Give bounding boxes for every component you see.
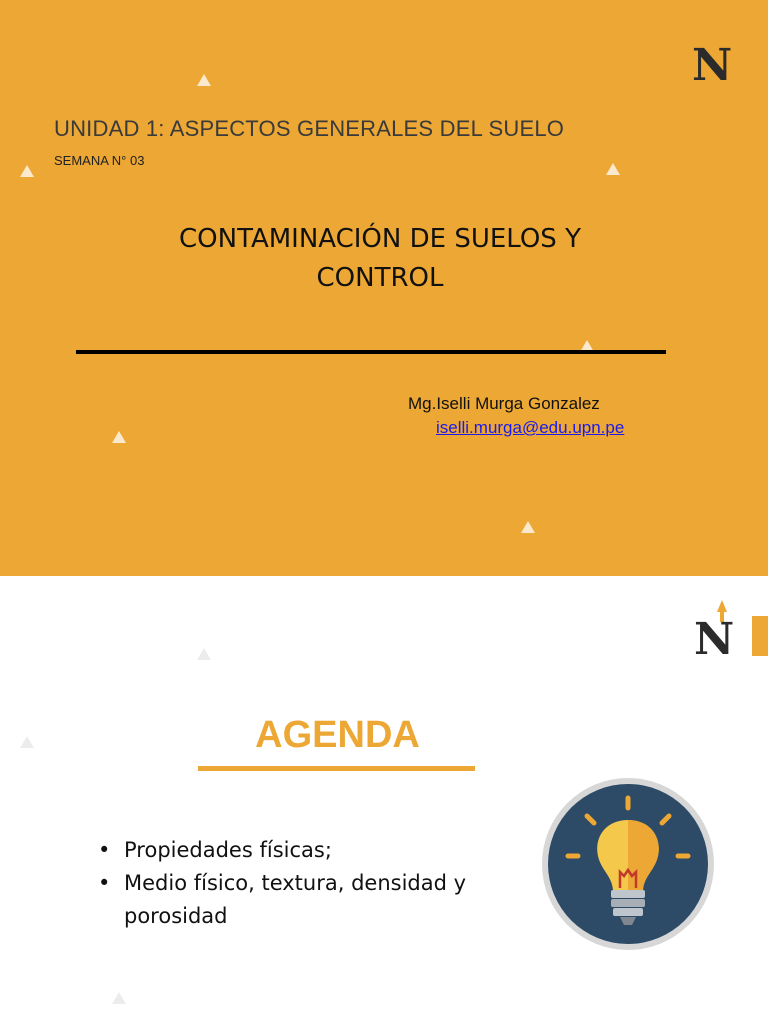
accent-tab: [752, 616, 768, 656]
triangle-decoration: [20, 736, 34, 748]
triangle-decoration: [112, 992, 126, 1004]
agenda-slide: [0, 576, 768, 1024]
agenda-heading: AGENDA: [255, 714, 420, 756]
university-logo: [690, 598, 736, 660]
author-email-link[interactable]: iselli.murga@edu.upn.pe: [436, 418, 625, 437]
triangle-decoration: [20, 165, 34, 177]
agenda-list: [98, 834, 528, 933]
triangle-decoration: [197, 74, 211, 86]
agenda-underline: [198, 766, 475, 771]
agenda-item: • Propiedades físicas;: [98, 834, 528, 867]
title-divider: [76, 350, 666, 354]
triangle-decoration: [197, 648, 211, 660]
triangle-decoration: [606, 163, 620, 175]
university-logo: [688, 24, 734, 86]
author-name: Mg.Iselli Murga Gonzalez: [408, 394, 600, 413]
presentation-title: [100, 220, 660, 298]
week-label: SEMANA N° 03: [54, 153, 145, 168]
title-line-2: CONTROL: [316, 263, 444, 293]
agenda-item: • Medio físico, textura, densidad y porosidad: [98, 867, 528, 933]
logo-letter: N: [692, 40, 733, 86]
triangle-decoration: [112, 431, 126, 443]
logo-letter: N: [694, 614, 735, 660]
lightbulb-icon: [540, 776, 716, 957]
title-line-1: CONTAMINACIÓN DE SUELOS Y: [179, 224, 581, 254]
unit-title: UNIDAD 1: ASPECTOS GENERALES DEL SUELO: [54, 116, 565, 141]
triangle-decoration: [521, 521, 535, 533]
